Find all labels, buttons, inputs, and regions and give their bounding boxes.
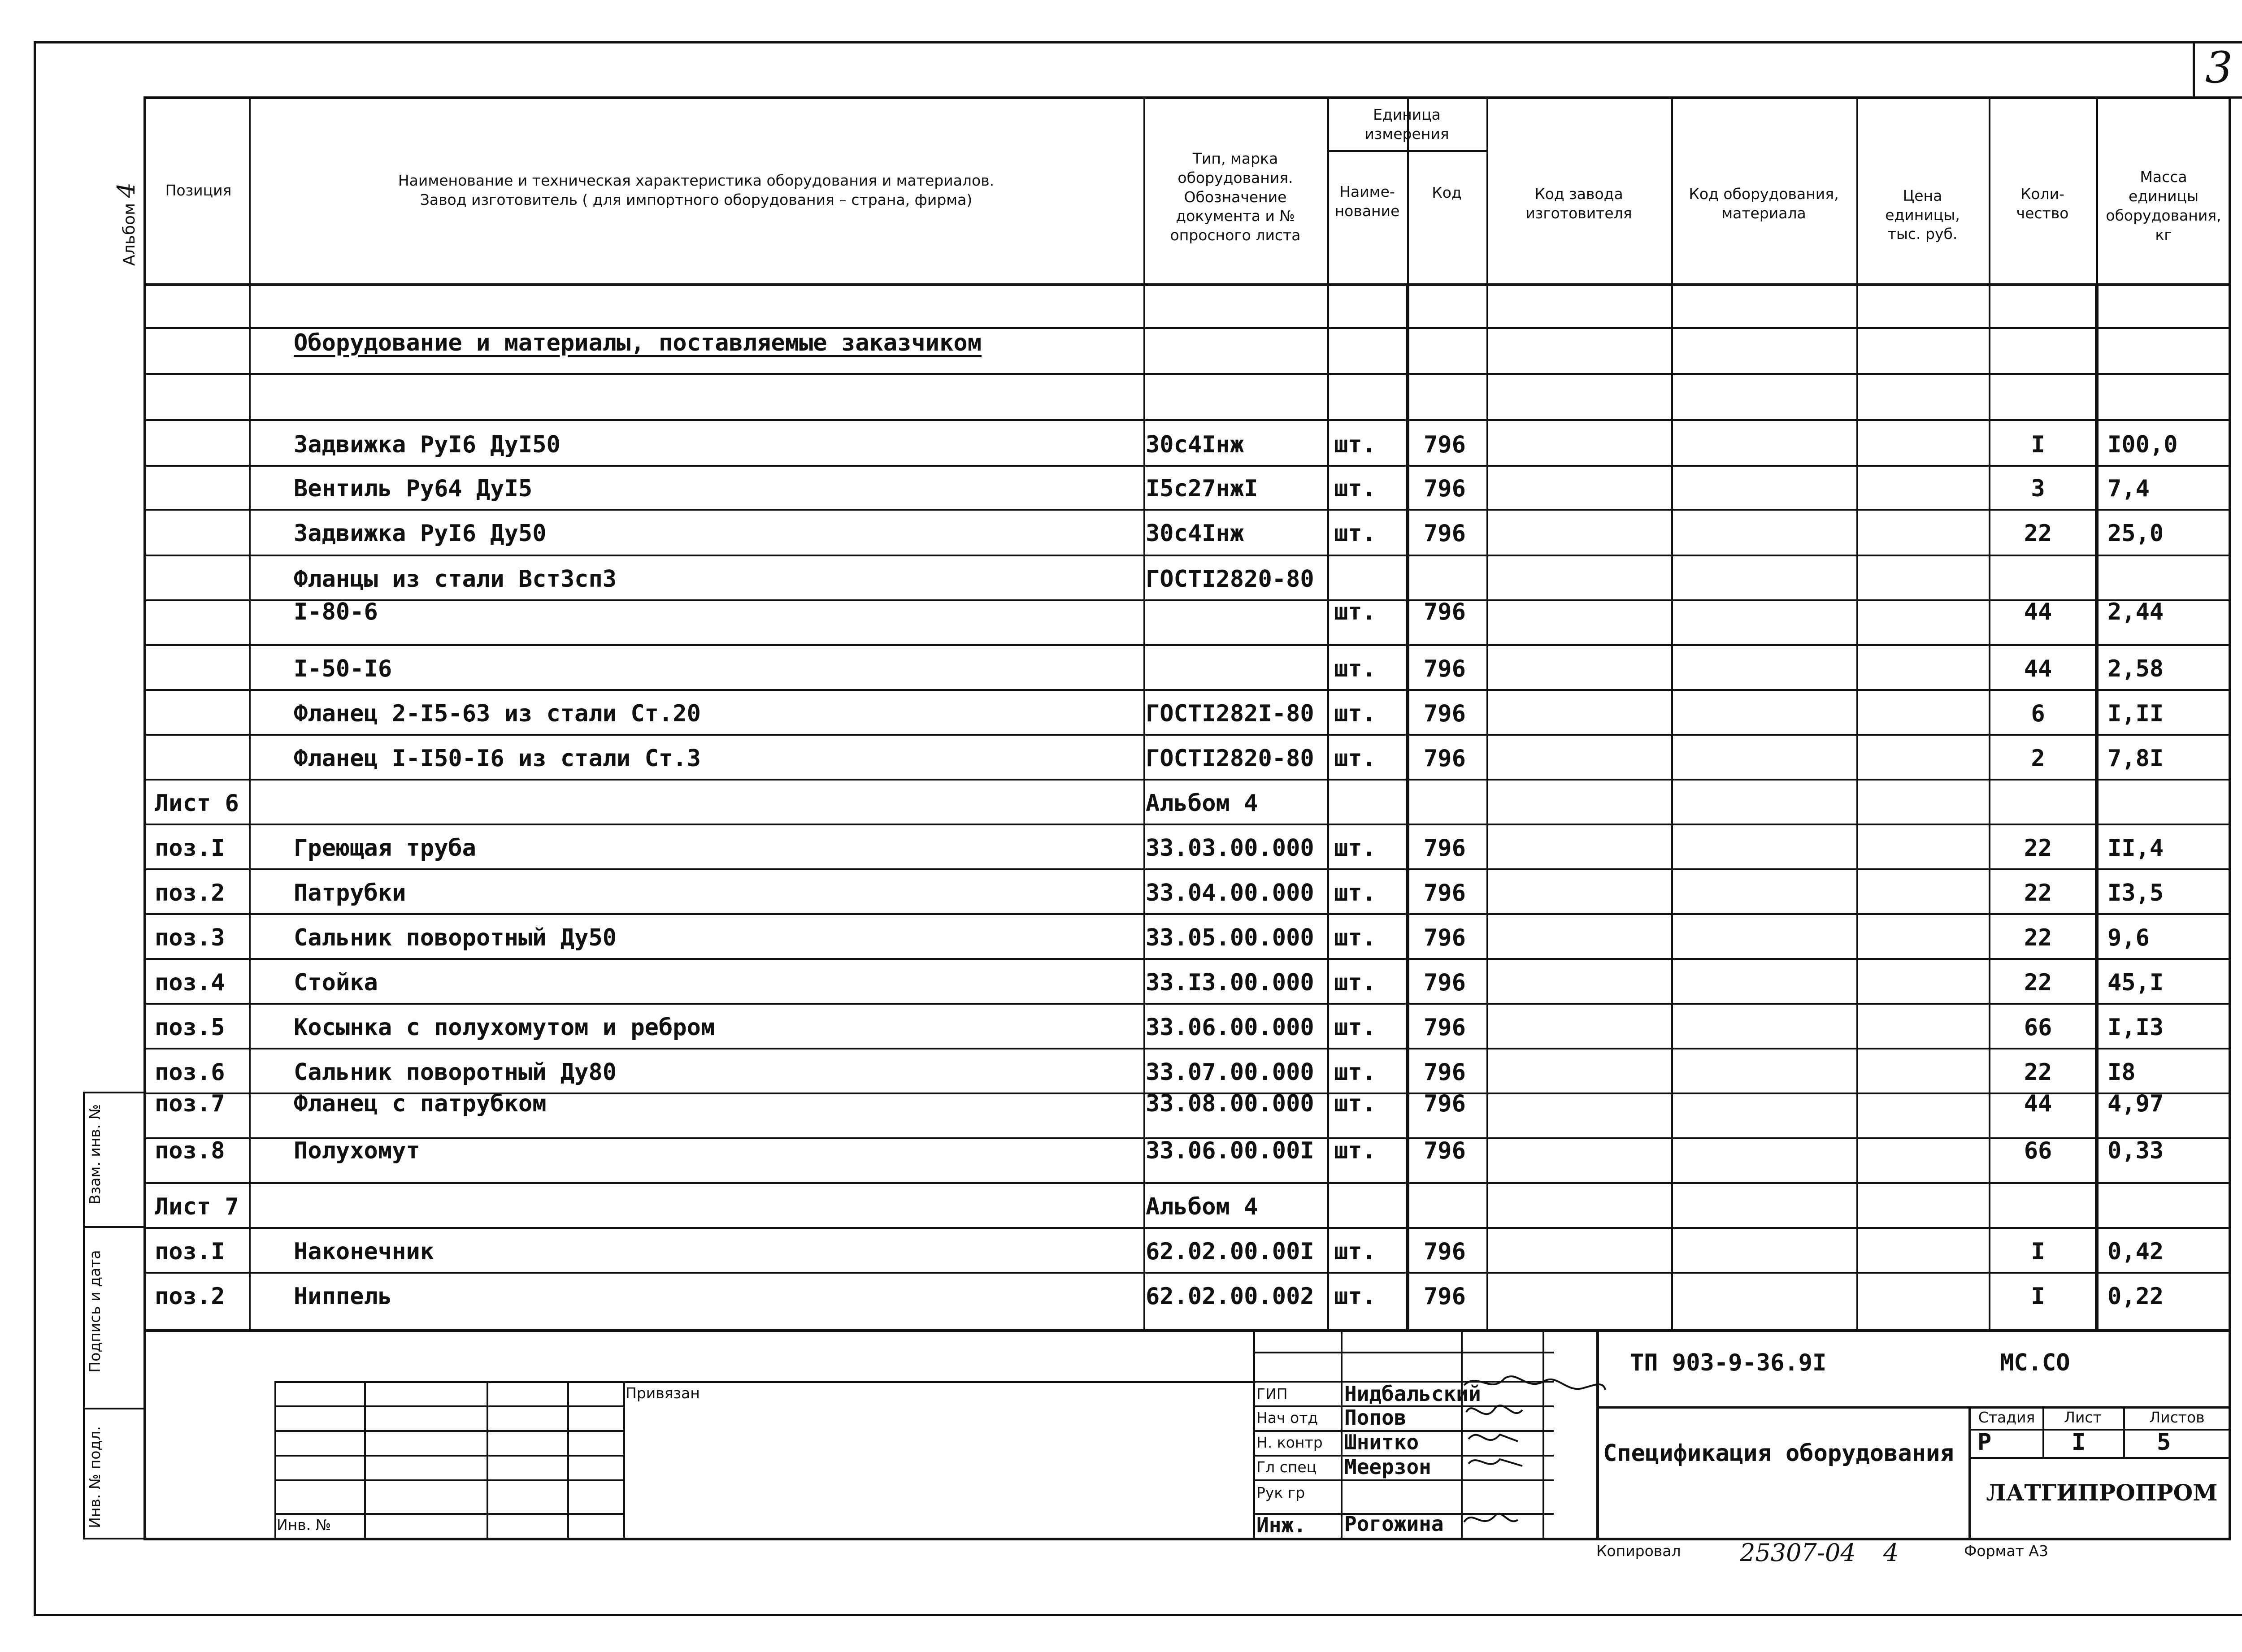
cell-unit: шт. [1334,1059,1376,1086]
cell-mass: 4,97 [2107,1090,2164,1117]
header-unit-group-text: Единица измерения [1364,105,1449,143]
grid-line-v [1341,1329,1343,1538]
header-price [1856,99,1989,332]
cell-type: ГОСТI2820-80 [1146,566,1314,593]
header-plant-code-text: Код завода изготовителя [1525,185,1632,222]
cell-unit: шт. [1334,700,1376,727]
header-unit-group [1327,99,1486,150]
grid-line-h [143,824,2231,825]
grid-line-h [274,1479,623,1481]
grid-line-h [34,1614,2242,1616]
doc-code: ТП 903-9-36.9I [1630,1349,1827,1376]
signer-role: Гл спец [1256,1458,1317,1476]
side-inv-label: Инв. № подл. [86,1426,104,1528]
inv-no-label: Инв. № [277,1516,331,1534]
header-name-text: Наименование и техническая характеристика оборудования и материалов. Завод изготовитель ( для импортного оборудования – страна, фирма) [398,172,995,208]
signer-name: Нидбальский [1344,1382,1481,1406]
cell-qty: I [2031,1283,2045,1310]
cell-pos: поз.3 [155,924,225,951]
cell-pos: поз.I [155,835,225,862]
stage-label: Стадия [1978,1409,2035,1426]
header-mass-text: Масса единицы оборудования, кг [2106,168,2221,243]
signer-role: Н. контр [1256,1434,1323,1451]
doc-mark: МС.СО [2000,1349,2070,1376]
cell-qty: 44 [2024,598,2052,625]
grid-line-h [274,1405,623,1407]
cell-unit: шт. [1334,1137,1376,1164]
album-label-text: Альбом [120,203,139,266]
cell-code: 796 [1424,598,1466,625]
cell-unit: шт. [1334,969,1376,996]
sheets-label: Листов [2149,1409,2205,1426]
cell-code: 796 [1424,835,1466,862]
cell-type: 33.08.00.000 [1146,1090,1314,1117]
stage-value: Р [1977,1429,1992,1456]
format-label: Формат А3 [1964,1542,2048,1560]
grid-line-h [143,1227,2231,1229]
cell-mass: 2,44 [2107,598,2164,625]
cell-name: Фланец 2-I5-63 из стали Ст.20 [294,700,701,727]
cell-unit: шт. [1334,1090,1376,1117]
cell-type: 30с4Iнж [1146,431,1244,458]
grid-line-h [274,1455,623,1457]
cell-type: 33.07.00.000 [1146,1059,1314,1086]
cell-mass: I,II [2107,700,2164,727]
cell-type: 30с4Iнж [1146,520,1244,547]
cell-code: 796 [1424,431,1466,458]
signature-nach-otd [1466,1405,1522,1414]
cell-unit: шт. [1334,1014,1376,1041]
signer-name: Меерзон [1344,1455,1431,1479]
cell-code: 796 [1424,1090,1466,1117]
grid-line-h [143,689,2231,691]
grid-line-h [143,419,2231,421]
header-plant-code [1486,99,1671,309]
header-unit-code [1407,150,1486,235]
header-qty-text: Коли- чество [2016,185,2069,222]
grid-line-h [83,1092,143,1093]
cell-type: ГОСТI282I-80 [1146,700,1314,727]
header-type-text: Тип, марка оборудования. Обозначение документа и № опросного листа [1170,149,1301,244]
cell-qty: 44 [2024,1090,2052,1117]
grid-line-v [364,1381,366,1538]
album-number: 4 [112,182,140,198]
cell-pos: поз.2 [155,880,225,906]
side-vzam-label: Взам. инв. № [86,1104,104,1205]
cell-name: Фланцы из стали ВстЗсп3 [294,566,617,593]
section-title: Оборудование и материалы, поставляемые заказчиком [294,330,982,356]
cell-type: 33.06.00.00I [1146,1137,1314,1164]
cell-name: Фланец I-I50-I6 из стали Ст.3 [294,745,701,772]
cell-unit: шт. [1334,655,1376,682]
cell-unit: шт. [1334,475,1376,502]
grid-line-h [143,913,2231,915]
cell-mass: 7,4 [2107,475,2150,502]
grid-line-h [143,868,2231,870]
cell-mass: I,I3 [2107,1014,2164,1041]
cell-type: 33.05.00.000 [1146,924,1314,951]
grid-line-v [1968,1406,1971,1538]
cell-name: Вентиль Ру64 ДуI5 [294,475,533,502]
copied-label: Копировал [1596,1542,1681,1560]
cell-qty: 22 [2024,520,2052,547]
cell-pos: поз.I [155,1238,225,1265]
cell-pos: поз.5 [155,1014,225,1041]
grid-line-v [2193,41,2195,96]
signature-n-kontr [1469,1435,1518,1441]
cell-name: I-50-I6 [294,655,392,682]
cell-mass: 25,0 [2107,520,2164,547]
signer-name: Шнитко [1344,1430,1419,1454]
cell-mass: 9,6 [2107,924,2150,951]
header-unit-name [1327,150,1407,253]
header-qty [1989,99,2096,309]
cell-qty: 22 [2024,969,2052,996]
cell-unit: шт. [1334,1238,1376,1265]
cell-pos: Лист 7 [155,1193,239,1220]
grid-line-v [2095,283,2099,1329]
cell-mass: 7,8I [2107,745,2164,772]
signer-role: ГИП [1256,1385,1288,1403]
cell-pos: Лист 6 [155,790,239,817]
grid-line-h [143,465,2231,467]
cell-pos: поз.6 [155,1059,225,1086]
signature-inzh [1464,1514,1518,1522]
grid-line-h [143,1048,2231,1049]
grid-line-v [623,1381,625,1538]
cell-name: Ниппель [294,1283,392,1310]
organization-name: ЛАТГИПРОПРОМ [1986,1479,2218,1506]
sheet-label: Лист [2064,1409,2102,1426]
cell-name: I-80-6 [294,598,378,625]
cell-unit: шт. [1334,431,1376,458]
grid-line-h [274,1430,623,1432]
cell-mass: 0,33 [2107,1137,2164,1164]
cell-qty: 22 [2024,924,2052,951]
header-mass [2096,112,2231,300]
privyazan-label: Привязан [626,1384,700,1402]
cell-code: 796 [1424,700,1466,727]
header-equip-code-text: Код оборудования, материала [1689,185,1839,222]
grid-line-v [567,1381,569,1538]
cell-pos: поз.7 [155,1090,225,1117]
cell-code: 796 [1424,1238,1466,1265]
page-number: 3 [2205,43,2233,93]
cell-name: Наконечник [294,1238,434,1265]
header-position [148,99,249,282]
cell-mass: II,4 [2107,835,2164,862]
grid-line-v [34,41,36,1614]
doc-title: Спецификация оборудования [1603,1440,1954,1467]
grid-line-h [34,41,2242,43]
grid-line-h [274,1513,623,1515]
cell-name: Сальник поворотный Ду50 [294,924,617,951]
signer-role: Нач отд [1256,1409,1318,1427]
cell-code: 796 [1424,745,1466,772]
cell-qty: 2 [2031,745,2045,772]
grid-line-h [143,958,2231,960]
cell-name: Полухомут [294,1137,420,1164]
copy-number: 25307-04 [1740,1539,1856,1567]
cell-code: 796 [1424,1014,1466,1041]
cell-type: ГОСТI2820-80 [1146,745,1314,772]
header-name [249,99,1143,282]
cell-unit: шт. [1334,745,1376,772]
grid-line-h [143,644,2231,646]
grid-line-h [143,373,2231,375]
cell-type: 62.02.00.00I [1146,1238,1314,1265]
cell-unit: шт. [1334,835,1376,862]
grid-line-h [83,1408,143,1409]
cell-type: 33.06.00.000 [1146,1014,1314,1041]
cell-type: 62.02.00.002 [1146,1283,1314,1310]
grid-line-h [83,1538,143,1539]
cell-code: 796 [1424,969,1466,996]
grid-line-v [1327,96,1329,1329]
cell-qty: 66 [2024,1014,2052,1041]
cell-mass: I8 [2107,1059,2136,1086]
cell-code: 796 [1424,924,1466,951]
header-price-text: Цена единицы, тыс. руб. [1885,186,1960,243]
grid-line-v [1406,283,1409,1329]
signature-gip [1464,1376,1605,1390]
cell-type: 33.04.00.000 [1146,880,1314,906]
grid-line-h [143,1003,2231,1005]
cell-mass: I00,0 [2107,431,2178,458]
signer-name: Попов [1344,1405,1407,1430]
grid-line-h [143,1538,2231,1540]
cell-qty: 22 [2024,835,2052,862]
cell-unit: шт. [1334,924,1376,951]
grid-line-h [83,1226,143,1228]
cell-code: 796 [1424,1137,1466,1164]
cell-type: I5с27нжI [1146,475,1258,502]
cell-code: 796 [1424,880,1466,906]
cell-mass: 2,58 [2107,655,2164,682]
grid-line-v [487,1381,488,1538]
side-podpis-label: Подпись и дата [86,1250,104,1373]
grid-line-h [143,599,2231,601]
cell-code: 796 [1424,1059,1466,1086]
cell-mass: 45,I [2107,969,2164,996]
header-unit-code-text: Код [1432,183,1462,201]
grid-line-h [1968,1429,2231,1431]
cell-name: Косынка с полухомутом и ребром [294,1014,715,1041]
grid-line-h [143,555,2231,556]
cell-code: 796 [1424,475,1466,502]
cell-qty: I [2031,1238,2045,1265]
grid-line-v [83,1092,85,1538]
grid-line-h [143,509,2231,511]
cell-qty: 3 [2031,475,2045,502]
cell-unit: шт. [1334,1283,1376,1310]
cell-name: Греющая труба [294,835,476,862]
cell-code: 796 [1424,655,1466,682]
cell-qty: 66 [2024,1137,2052,1164]
grid-line-v [1143,96,1145,1329]
grid-line-h [143,734,2231,736]
grid-line-h [274,1381,1256,1383]
header-unit-name-text: Наиме- нование [1334,183,1400,220]
cell-type: 33.I3.00.000 [1146,969,1314,996]
cell-name: Сальник поворотный Ду80 [294,1059,617,1086]
signer-role: Инж. [1256,1513,1306,1537]
cell-pos: поз.4 [155,969,225,996]
cell-name: Задвижка РуI6 ДуI50 [294,431,560,458]
grid-line-h [143,1329,2231,1332]
signature-gl-spec [1469,1459,1522,1466]
cell-mass: I3,5 [2107,880,2164,906]
cell-unit: шт. [1334,880,1376,906]
grid-line-h [143,779,2231,780]
cell-qty: 6 [2031,700,2045,727]
grid-line-v [143,96,146,1538]
cell-name: Патрубки [294,880,406,906]
cell-mass: 0,22 [2107,1283,2164,1310]
cell-pos: поз.2 [155,1283,225,1310]
header-type [1143,126,1327,269]
cell-code: 796 [1424,520,1466,547]
cell-type: Альбом 4 [1146,1193,1258,1220]
cell-name: Фланец с патрубком [294,1090,547,1117]
cell-qty: 44 [2024,655,2052,682]
cell-qty: 22 [2024,1059,2052,1086]
signer-role: Рук гр [1256,1484,1305,1501]
grid-line-h [143,1182,2231,1184]
cell-type: 33.03.00.000 [1146,835,1314,862]
signatures-drawing [1460,1367,1608,1547]
cell-qty: I [2031,431,2045,458]
grid-line-v [2229,1329,2231,1538]
cell-unit: шт. [1334,598,1376,625]
header-position-text: Позиция [165,181,232,199]
sheets-value: 5 [2157,1429,2171,1456]
header-equip-code [1671,99,1856,309]
cell-mass: 0,42 [2107,1238,2164,1265]
cell-type: Альбом 4 [1146,790,1258,817]
album-label [112,170,140,278]
cell-unit: шт. [1334,520,1376,547]
cell-qty: 22 [2024,880,2052,906]
grid-line-v [274,1381,276,1538]
grid-line-h [1968,1457,2231,1459]
cell-code: 796 [1424,1283,1466,1310]
grid-line-v [1253,1329,1255,1538]
sheet-value: I [2072,1429,2086,1456]
grid-line-h [143,1272,2231,1274]
cell-pos: поз.8 [155,1137,225,1164]
cell-name: Задвижка РуI6 Ду50 [294,520,547,547]
cell-name: Стойка [294,969,378,996]
signer-name: Рогожина [1344,1512,1444,1536]
grid-line-h [1253,1352,1554,1353]
copy-suffix: 4 [1883,1539,1899,1567]
